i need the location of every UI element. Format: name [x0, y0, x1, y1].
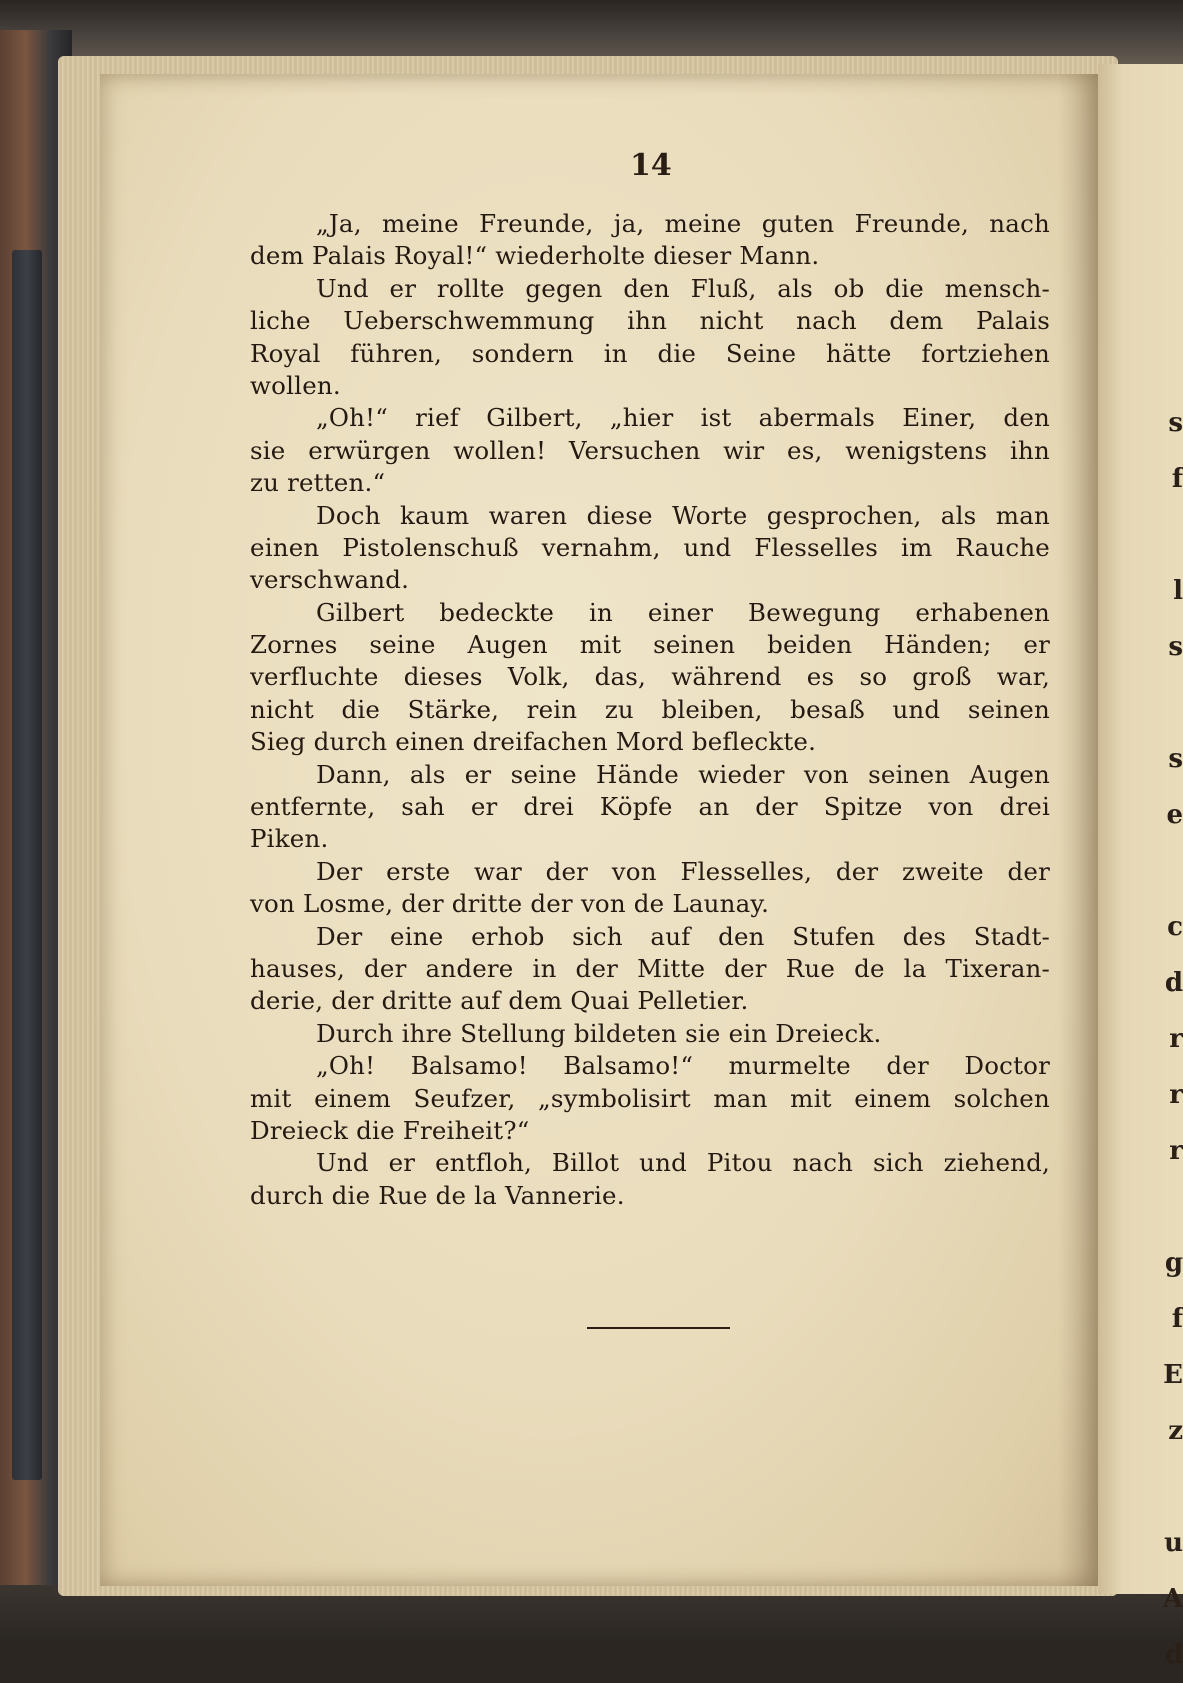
facing-letter: d	[1164, 968, 1183, 998]
facing-letter: r	[1169, 1080, 1183, 1110]
facing-letter: z	[1168, 1416, 1183, 1446]
text-line: verschwand.	[250, 565, 410, 595]
text-line: mit einem Seufzer, „symbolisirt man mit einem solchen	[250, 1083, 1050, 1113]
text-line: hauses, der andere in der Mitte der Rue de la Tixeran-	[250, 953, 1050, 983]
text-line: Und er entfloh, Billot und Pitou nach sich ziehend,	[316, 1148, 1050, 1178]
facing-letter: l	[1173, 576, 1183, 606]
facing-letter: f	[1171, 1304, 1183, 1334]
facing-page-letters	[1162, 395, 1183, 1683]
end-rule	[587, 1327, 730, 1329]
text-line: einen Pistolenschuß vernahm, und Flesselles im Rauche	[250, 532, 1050, 562]
page-number: 14	[630, 148, 672, 183]
text-line: dem Palais Royal!“ wiederholte dieser Mann.	[250, 241, 820, 271]
text-line: durch die Rue de la Vannerie.	[250, 1180, 625, 1210]
facing-letter: s	[1168, 408, 1183, 438]
facing-letter: A	[1162, 1584, 1183, 1614]
text-line: Gilbert bedeckte in einer Bewegung erhabenen	[316, 597, 1050, 627]
page-text	[250, 208, 1050, 1212]
text-line: derie, der dritte auf dem Quai Pelletier.	[250, 986, 749, 1016]
text-line: zu retten.“	[250, 468, 386, 498]
facing-letter	[1162, 1459, 1183, 1515]
text-line: Piken.	[250, 824, 329, 854]
facing-letter	[1162, 1179, 1183, 1235]
text-line: Und er rollte gegen den Fluß, als ob die mensch-	[316, 273, 1050, 303]
facing-letter	[1162, 843, 1183, 899]
facing-letter: E	[1163, 1360, 1183, 1390]
text-line: nicht die Stärke, rein zu bleiben, besaß und seinen	[250, 694, 1050, 724]
facing-letter: d	[1164, 1640, 1183, 1670]
facing-letter: g	[1164, 1248, 1183, 1278]
facing-letter: s	[1168, 632, 1183, 662]
facing-letter: r	[1169, 1024, 1183, 1054]
facing-letter	[1162, 675, 1183, 731]
facing-letter: s	[1168, 744, 1183, 774]
facing-letter	[1162, 507, 1183, 563]
text-line: Dreieck die Freiheit?“	[250, 1115, 530, 1145]
text-line: Durch ihre Stellung bildeten sie ein Dreieck.	[316, 1018, 882, 1048]
facing-letter: u	[1164, 1528, 1183, 1558]
facing-letter: r	[1169, 1136, 1183, 1166]
facing-letter: e	[1166, 800, 1183, 830]
text-line: entfernte, sah er drei Köpfe an der Spitze von drei	[250, 792, 1050, 822]
text-line: Zornes seine Augen mit seinen beiden Händen; er	[250, 630, 1050, 660]
text-line: liche Ueberschwemmung ihn nicht nach dem Palais	[250, 306, 1050, 336]
text-line: Sieg durch einen dreifachen Mord befleckte.	[250, 727, 817, 757]
gutter-shadow	[1058, 74, 1098, 1586]
text-line: Royal führen, sondern in die Seine hätte fortziehen	[250, 338, 1050, 368]
text-line: Dann, als er seine Hände wieder von seinen Augen	[316, 759, 1050, 789]
text-line: „Ja, meine Freunde, ja, meine guten Freunde, nach	[316, 209, 1050, 238]
text-line: „Oh! Balsamo! Balsamo!“ murmelte der Doctor	[316, 1051, 1050, 1081]
cloth-binding-strip	[12, 250, 42, 1480]
text-line: Der eine erhob sich auf den Stufen des Stadt-	[316, 921, 1050, 951]
text-line: „Oh!“ rief Gilbert, „hier ist abermals Einer, den	[316, 403, 1050, 433]
text-line: sie erwürgen wollen! Versuchen wir es, wenigstens ihn	[250, 435, 1050, 465]
text-line: von Losme, der dritte der von de Launay.	[250, 889, 770, 919]
facing-letter: c	[1167, 912, 1183, 942]
text-line: wollen.	[250, 370, 341, 400]
text-line: verfluchte dieses Volk, das, während es so groß war,	[250, 662, 1050, 692]
text-line: Doch kaum waren diese Worte gesprochen, als man	[316, 500, 1050, 530]
facing-letter: f	[1171, 464, 1183, 494]
text-line: Der erste war der von Flesselles, der zweite der	[316, 856, 1050, 886]
